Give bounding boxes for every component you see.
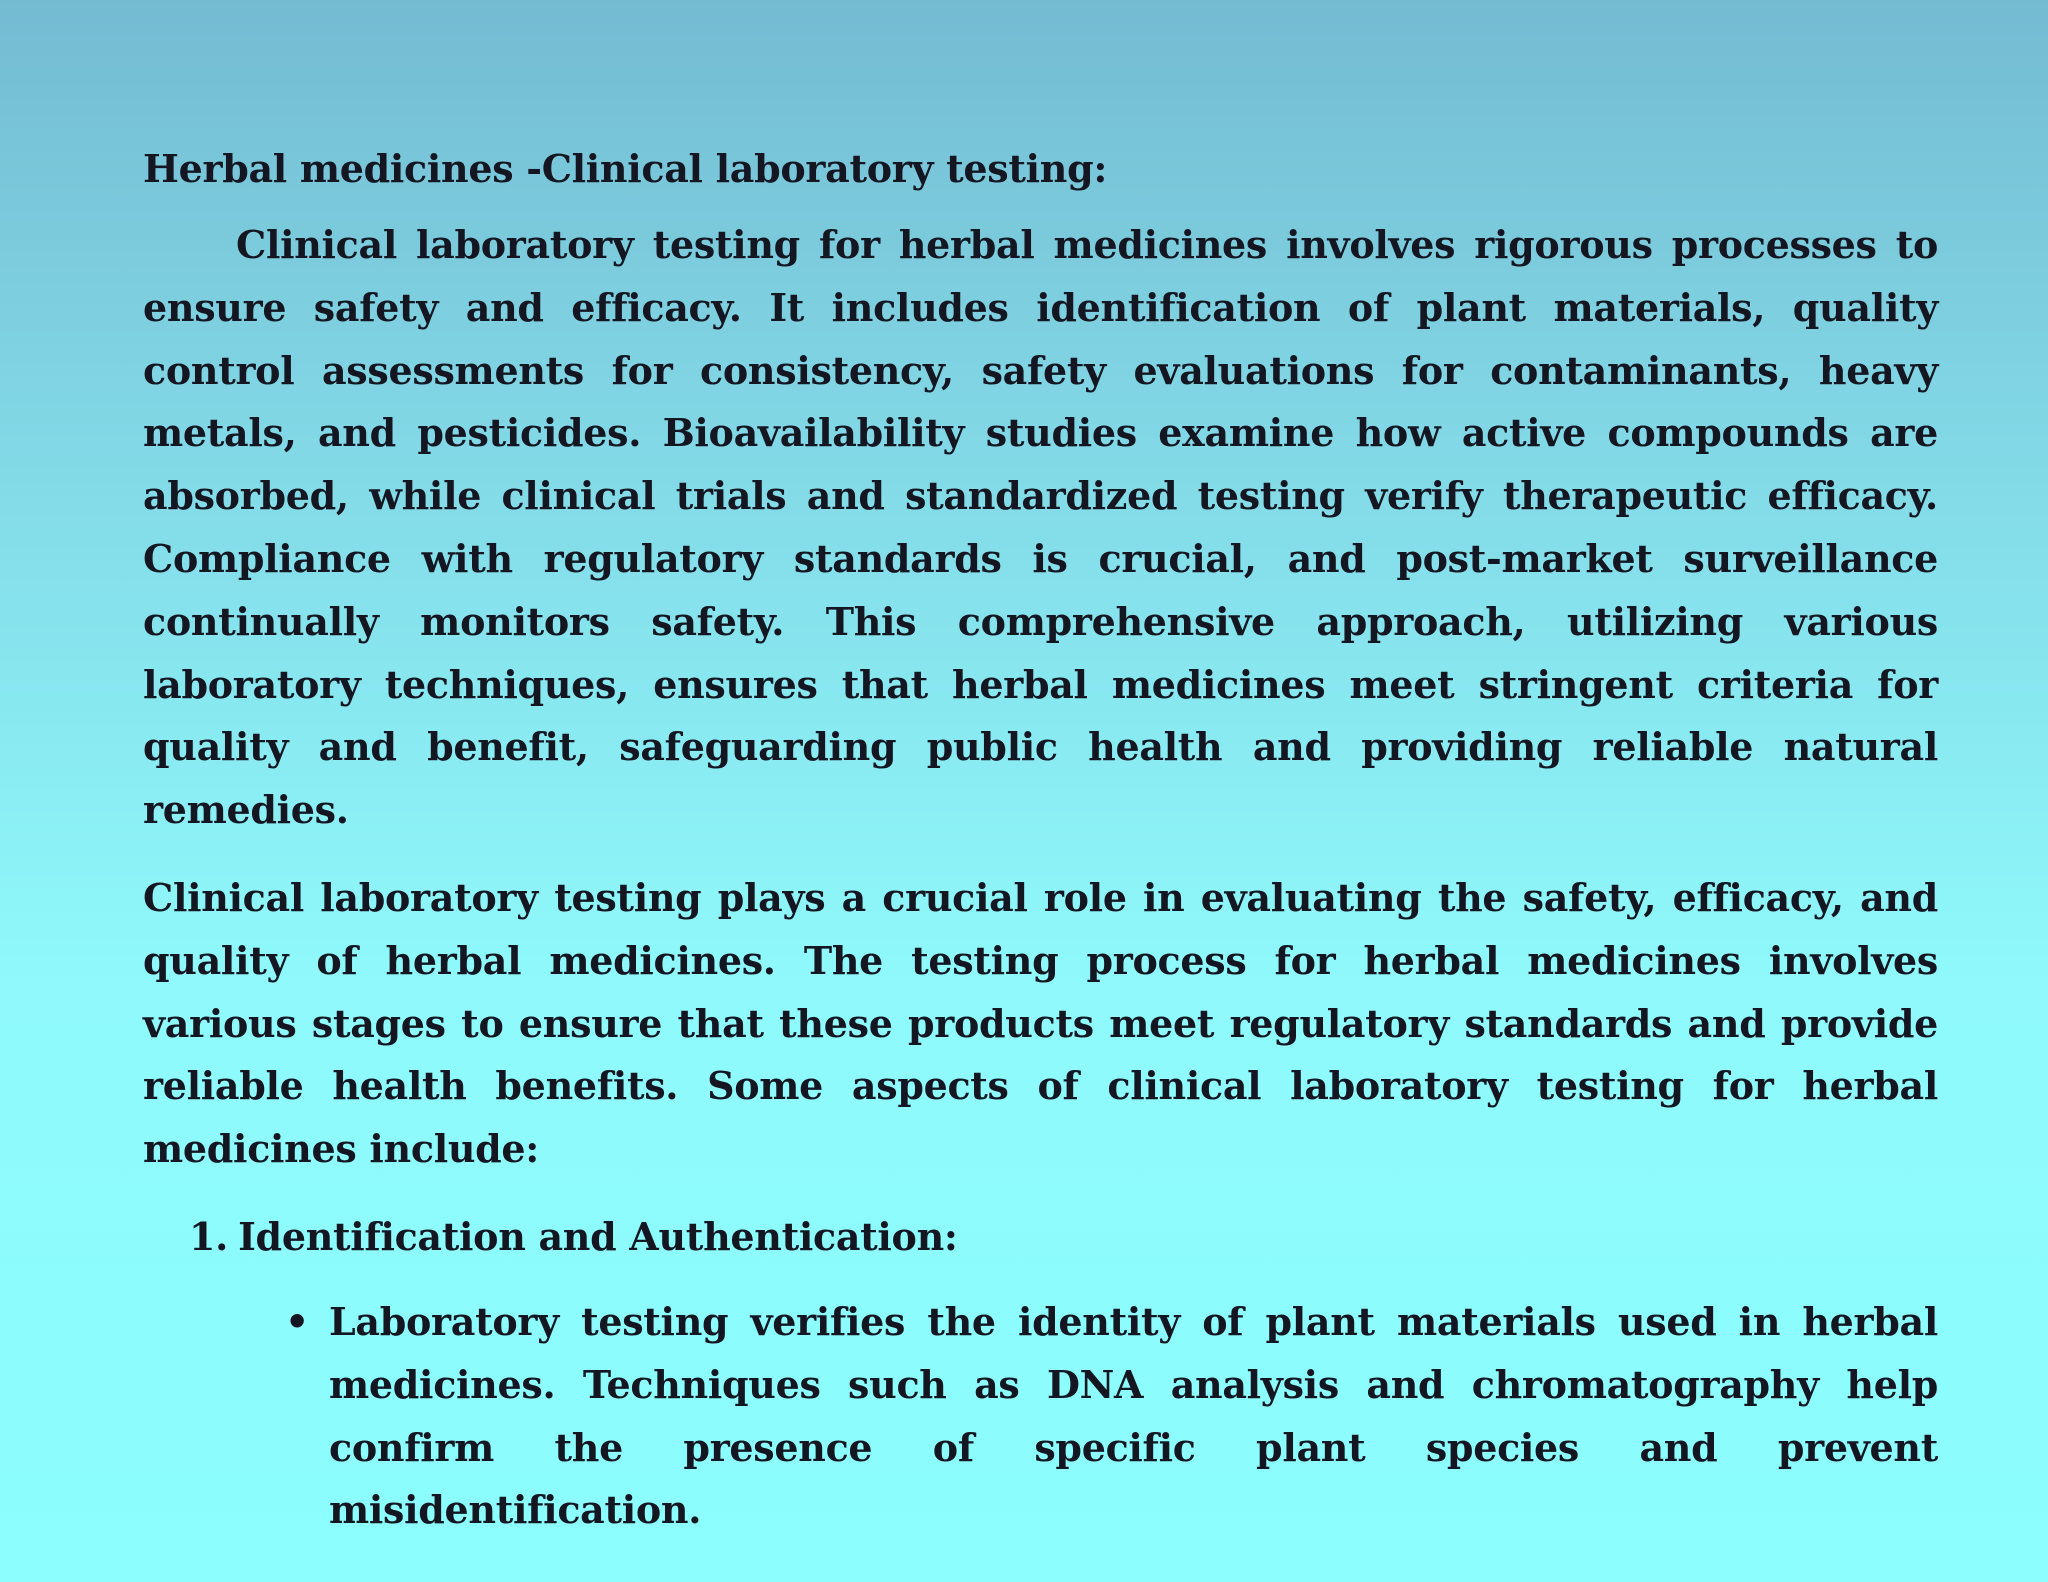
document-heading: Herbal medicines -Clinical laboratory testing: — [143, 146, 1108, 191]
document-page — [143, 138, 1938, 1542]
paragraph-introduction: Clinical laboratory testing plays a crucial role in evaluating the safety, efficacy, and quality of herbal medicines. The testing process for herbal medicines involves various stages to ensure that these products meet regulatory standards and provide reliable health benefits. Some aspects of clinical laboratory testing for herbal medicines include: — [143, 874, 1938, 1172]
list-item-number: 1. — [189, 1213, 229, 1259]
bullet-icon: • — [285, 1298, 310, 1344]
paragraph-overview: Clinical laboratory testing for herbal medicines involves rigorous processes to ensure safety and efficacy. It includes identification of plant materials, quality control assessments for consistency, safety evaluations for contaminants, heavy metals, and pesticides. Bioavailability studies examine how active compounds are absorbed, while clinical trials and standardized testing verify therapeutic efficacy. Compliance with regulatory standards is crucial, and post-market surveillance continually monitors safety. This comprehensive approach, utilizing various laboratory techniques, ensures that herbal medicines meet stringent criteria for quality and benefit, safeguarding public health and providing reliable natural remedies. — [143, 222, 1938, 833]
bullet-list-item — [285, 1291, 1938, 1542]
bullet-text: Laboratory testing verifies the identity of plant materials used in herbal medicines. Techniques such as DNA analysis and chromatography help confirm the presence of specific plant species and prevent misidentification. — [329, 1298, 1938, 1533]
list-item-title: Identification and Authentication: — [238, 1213, 958, 1259]
numbered-list-item — [189, 1206, 1938, 1268]
